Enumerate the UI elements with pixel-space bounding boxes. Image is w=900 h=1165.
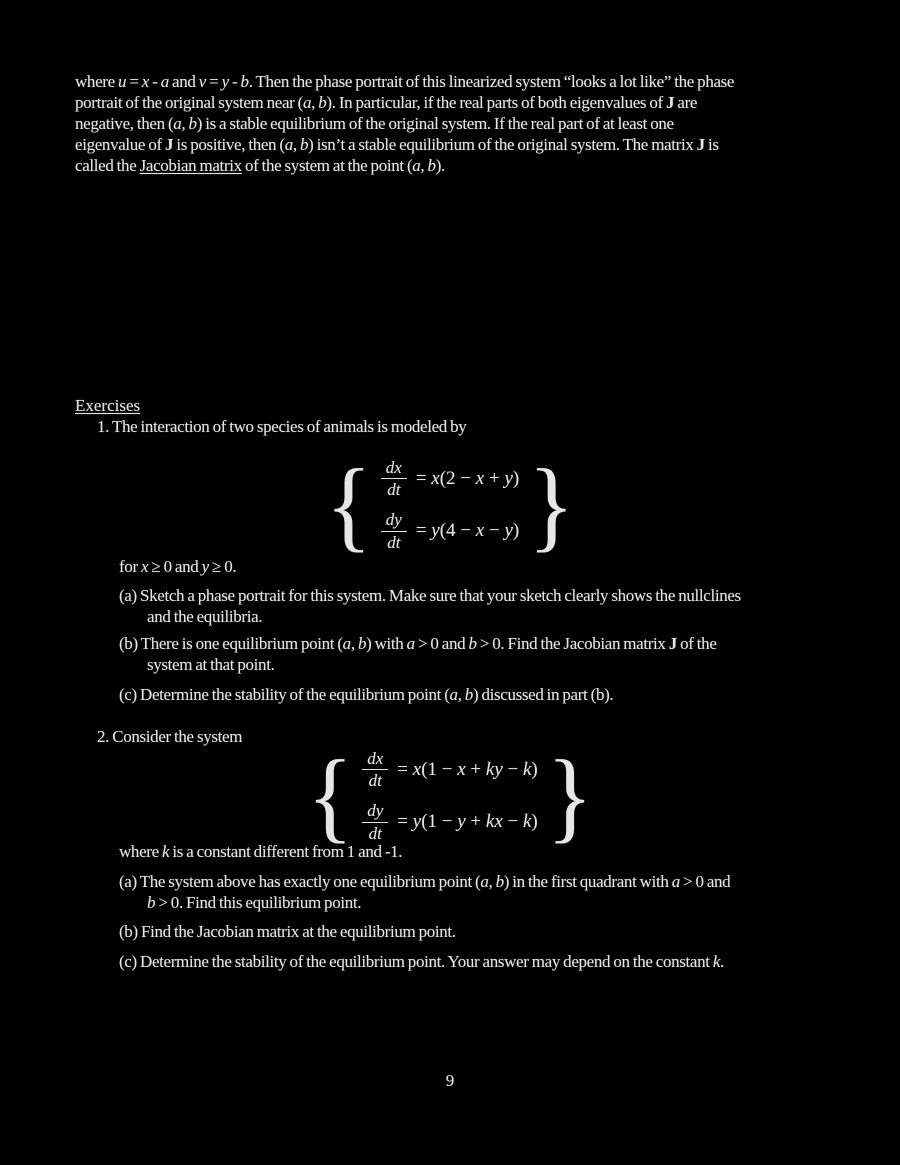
problem-1-part-a xyxy=(119,585,741,627)
text-segment: y xyxy=(504,467,513,489)
paragraph-line xyxy=(75,134,734,155)
text-segment: a xyxy=(284,135,293,154)
text-segment: x xyxy=(475,520,485,542)
exercises-heading xyxy=(75,395,140,416)
text-segment: y xyxy=(504,520,513,542)
text-segment: k xyxy=(161,842,170,861)
text-segment: where xyxy=(119,842,162,861)
text-segment: - xyxy=(228,72,241,91)
text-segment: J xyxy=(668,634,677,653)
left-brace: { xyxy=(307,738,354,853)
fraction-denominator: dt xyxy=(368,823,382,843)
problem-1-domain-note xyxy=(119,556,236,577)
fraction-numerator: dy xyxy=(381,510,407,532)
text-segment: and the equilibria. xyxy=(147,607,263,626)
text-segment: eigenvalue of xyxy=(75,135,165,154)
text-segment: , xyxy=(292,135,300,154)
text-segment: ) xyxy=(512,467,520,489)
paragraph-line xyxy=(75,155,734,176)
part-line xyxy=(119,585,741,606)
text-segment: b xyxy=(357,634,367,653)
text-segment: + xyxy=(484,467,505,489)
text-segment: ). xyxy=(435,156,445,175)
fraction-denominator: dt xyxy=(387,480,401,500)
text-segment: ) isn’t a stable equilibrium of the original system. The matrix xyxy=(308,135,697,154)
text-segment: y xyxy=(431,520,440,542)
text-segment: . xyxy=(720,952,724,971)
equation-row-dydt xyxy=(362,801,538,843)
problem-2-constant-note xyxy=(119,841,402,862)
text-segment: b xyxy=(318,93,327,112)
text-segment: b xyxy=(299,135,309,154)
text-segment: + xyxy=(465,758,486,780)
text-segment: for xyxy=(119,557,141,576)
problem-1-part-b xyxy=(119,633,717,675)
text-segment: (1 − xyxy=(421,811,458,833)
text-segment: a xyxy=(480,872,489,891)
text-segment: J xyxy=(696,135,705,154)
text-segment: k xyxy=(712,952,721,971)
text-segment: (a) Sketch a phase portrait for this system. Make sure that your sketch clearly shows the nullclines xyxy=(119,586,741,605)
equation-rhs xyxy=(416,468,519,490)
text-segment: a xyxy=(160,72,169,91)
right-brace: } xyxy=(546,738,593,853)
text-segment: (c) Determine the stability of the equilibrium point ( xyxy=(119,685,450,704)
right-brace: } xyxy=(528,447,575,562)
part-line xyxy=(119,654,717,675)
text-segment: = xyxy=(205,72,222,91)
text-segment: − xyxy=(484,520,505,542)
text-segment: b xyxy=(240,72,249,91)
equation-rhs xyxy=(397,811,537,833)
equation-system-1 xyxy=(0,447,900,562)
text-segment: b xyxy=(188,114,197,133)
problem-2-title xyxy=(97,726,242,747)
text-segment: b xyxy=(495,872,504,891)
paragraph-line xyxy=(75,71,734,92)
text-segment: . Then the phase portrait of this linearized system “looks a lot like” the phase xyxy=(248,72,735,91)
text-segment: , xyxy=(311,93,319,112)
fraction-numerator: dx xyxy=(381,458,407,480)
equation-rows xyxy=(377,458,523,552)
text-segment: = xyxy=(397,758,413,780)
text-segment: x xyxy=(412,758,422,780)
fraction-numerator: dy xyxy=(362,801,388,823)
text-segment: (2 − xyxy=(439,467,476,489)
text-segment: of the xyxy=(676,634,717,653)
text-segment: , xyxy=(457,685,465,704)
text-segment: = xyxy=(126,72,142,91)
text-segment: is a constant different from 1 and -1. xyxy=(169,842,403,861)
text-segment: ) xyxy=(512,520,520,542)
text-segment: > 0. Find the Jacobian matrix xyxy=(476,634,669,653)
text-segment: a xyxy=(449,685,458,704)
text-segment: is xyxy=(704,135,719,154)
text-segment: 1. The interaction of two species of animals is modeled by xyxy=(97,417,467,436)
text-segment: are xyxy=(674,93,698,112)
equation-rows xyxy=(358,749,542,843)
text-segment: y xyxy=(201,557,209,576)
page-number: 9 xyxy=(445,1071,455,1090)
text-segment: b xyxy=(464,685,473,704)
paragraph-line xyxy=(75,92,734,113)
text-segment: Jacobian matrix xyxy=(139,156,242,175)
text-segment: − xyxy=(502,758,523,780)
text-segment: x xyxy=(457,758,466,780)
text-segment: + xyxy=(465,811,486,833)
text-segment: , xyxy=(420,156,428,175)
part-line xyxy=(119,951,724,972)
problem-2-part-c xyxy=(119,951,724,972)
text-segment: - xyxy=(148,72,161,91)
text-segment: negative, then ( xyxy=(75,114,174,133)
problem-2-part-a xyxy=(119,871,730,913)
text-segment: = xyxy=(415,520,432,542)
exercises-heading-text: Exercises xyxy=(75,396,141,415)
text-segment: (1 − xyxy=(421,758,458,780)
text-segment: > 0 and xyxy=(679,872,731,891)
text-segment: ≥ 0 and xyxy=(148,557,202,576)
text-segment: (c) Determine the stability of the equilibrium point. Your answer may depend on the constant xyxy=(119,952,713,971)
text-segment: v xyxy=(198,72,206,91)
text-segment: is positive, then ( xyxy=(173,135,285,154)
text-segment: (b) Find the Jacobian matrix at the equilibrium point. xyxy=(119,922,456,941)
text-segment: called the xyxy=(75,156,140,175)
text-segment: ) with xyxy=(366,634,407,653)
fraction-denominator: dt xyxy=(387,532,401,552)
text-segment: − xyxy=(502,811,523,833)
text-segment: > 0. Find this equilibrium point. xyxy=(155,893,362,912)
text-segment: a xyxy=(412,156,421,175)
text-segment: ) xyxy=(531,811,538,833)
text-segment: u xyxy=(117,72,127,91)
text-segment: of the system at the point ( xyxy=(241,156,413,175)
fraction-dy-dt xyxy=(381,510,407,552)
text-segment: a xyxy=(671,872,680,891)
problem-2-part-b xyxy=(119,921,456,942)
text-segment: , xyxy=(181,114,189,133)
equation-group xyxy=(325,447,575,562)
fraction-dx-dt xyxy=(381,458,407,500)
text-segment: J xyxy=(666,93,675,112)
text-segment: x xyxy=(431,467,440,489)
text-segment: portrait of the original system near ( xyxy=(75,93,303,112)
intro-paragraph xyxy=(75,71,734,176)
text-segment: y xyxy=(457,811,466,833)
text-segment: = xyxy=(415,467,432,489)
text-segment: k xyxy=(522,758,532,780)
text-segment: ) discussed in part (b). xyxy=(472,685,614,704)
text-segment: 2. Consider the system xyxy=(97,727,243,746)
text-segment: system at that point. xyxy=(147,655,275,674)
text-segment: = xyxy=(397,811,413,833)
text-segment: b xyxy=(427,156,436,175)
text-segment: (a) The system above has exactly one equilibrium point ( xyxy=(119,872,481,891)
equation-rhs xyxy=(397,759,537,781)
problem-1-title xyxy=(97,416,466,437)
part-line xyxy=(119,871,730,892)
equation-row-dxdt xyxy=(381,458,519,500)
text-segment: where xyxy=(75,72,118,91)
fraction-dy-dt xyxy=(362,801,388,843)
text-segment: x xyxy=(475,467,485,489)
text-segment: ky xyxy=(485,758,503,780)
part-line xyxy=(119,921,456,942)
fraction-denominator: dt xyxy=(368,771,382,791)
text-segment: > 0 and xyxy=(414,634,469,653)
text-segment: a xyxy=(406,634,415,653)
text-segment: x xyxy=(140,557,149,576)
text-segment: b xyxy=(147,893,156,912)
text-segment: a xyxy=(173,114,182,133)
text-segment: ≥ 0. xyxy=(208,557,237,576)
paragraph-line xyxy=(75,113,734,134)
part-line xyxy=(119,892,730,913)
equation-row-dxdt xyxy=(362,749,538,791)
equation-group xyxy=(307,738,593,853)
text-segment: y xyxy=(221,72,229,91)
text-segment: a xyxy=(302,93,312,112)
text-segment: and xyxy=(168,72,199,91)
part-line xyxy=(119,684,613,705)
text-segment: ) is a stable equilibrium of the original system. If the real part of at least one xyxy=(196,114,674,133)
text-segment: J xyxy=(165,135,174,154)
part-line xyxy=(119,606,741,627)
text-segment: (b) There is one equilibrium point ( xyxy=(119,634,343,653)
text-segment: y xyxy=(412,811,422,833)
text-segment: kx xyxy=(485,811,503,833)
fraction-numerator: dx xyxy=(362,749,388,771)
text-segment: , xyxy=(488,872,496,891)
text-segment: a xyxy=(342,634,351,653)
text-segment: ) xyxy=(531,758,538,780)
text-segment: ). In particular, if the real parts of both eigenvalues of xyxy=(326,93,667,112)
text-segment: , xyxy=(350,634,358,653)
text-segment: b xyxy=(468,634,477,653)
text-segment: (4 − xyxy=(439,520,476,542)
text-segment: ) in the first quadrant with xyxy=(503,872,672,891)
part-line xyxy=(119,633,717,654)
fraction-dx-dt xyxy=(362,749,388,791)
problem-1-part-c xyxy=(119,684,613,705)
equation-row-dydt xyxy=(381,510,519,552)
left-brace: { xyxy=(325,447,372,562)
equation-rhs xyxy=(416,520,519,542)
text-segment: x xyxy=(141,72,149,91)
text-segment: k xyxy=(522,811,532,833)
